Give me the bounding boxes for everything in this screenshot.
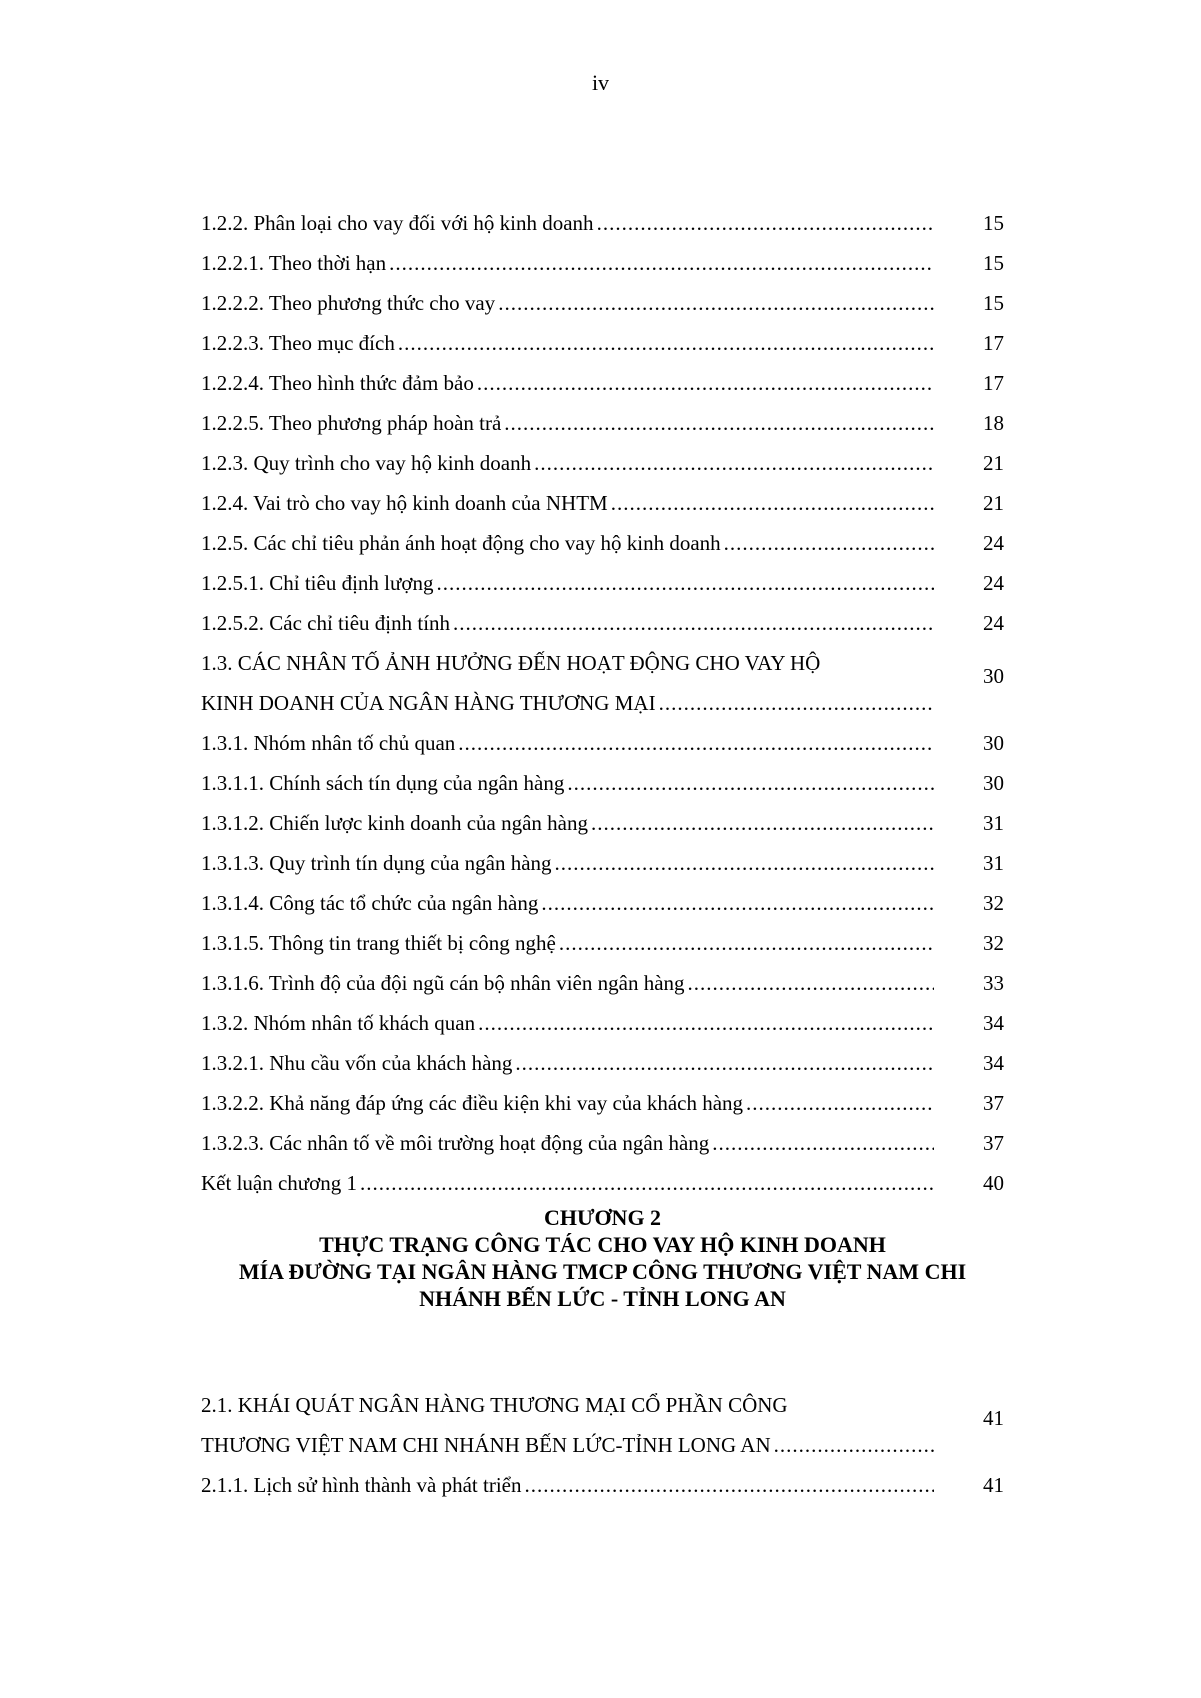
chapter-title-line: MÍA ĐƯỜNG TẠI NGÂN HÀNG TMCP CÔNG THƯƠNG VIỆT NAM CHI	[238, 1259, 967, 1284]
toc-page-number: 37	[983, 1131, 1004, 1155]
toc-entry[interactable]	[201, 596, 1004, 636]
toc-page-number: 41	[983, 1473, 1004, 1497]
toc-entry[interactable]	[201, 956, 1004, 996]
dot-leader	[360, 1170, 934, 1196]
toc-page-number: 40	[983, 1171, 1004, 1195]
chapter-number: CHƯƠNG 2	[543, 1205, 662, 1230]
toc-entry[interactable]	[201, 996, 1004, 1036]
toc-entry[interactable]	[201, 236, 1004, 276]
toc-entry[interactable]	[201, 1076, 1004, 1116]
toc-page-number: 24	[983, 571, 1004, 595]
toc-entry-title: 1.2.2.4. Theo hình thức đảm bảo	[201, 371, 474, 395]
dot-leader	[567, 770, 934, 796]
toc-entry[interactable]	[201, 756, 1004, 796]
toc-page-number: 33	[983, 971, 1004, 995]
toc-entry[interactable]	[201, 476, 1004, 516]
toc-entry[interactable]	[201, 796, 1004, 836]
dot-leader	[659, 690, 934, 716]
dot-leader	[591, 810, 934, 836]
dot-leader	[724, 530, 934, 556]
toc-entry[interactable]	[201, 1036, 1004, 1076]
dot-leader	[498, 290, 934, 316]
dot-leader	[541, 890, 934, 916]
toc-entry[interactable]	[201, 516, 1004, 556]
toc-entry-title: 1.2.4. Vai trò cho vay hộ kinh doanh của NHTM	[201, 491, 608, 515]
dot-leader	[534, 450, 934, 476]
toc-entry[interactable]	[201, 356, 1004, 396]
toc-entry-title: 1.3.1. Nhóm nhân tố chủ quan	[201, 731, 456, 755]
toc-page-number: 21	[983, 451, 1004, 475]
toc-entry-title: 1.3.1.1. Chính sách tín dụng của ngân hàng	[201, 771, 565, 795]
toc-page-number: 18	[983, 411, 1004, 435]
toc-page-number: 34	[983, 1051, 1004, 1075]
toc-entry[interactable]	[201, 556, 1004, 596]
toc-entry-title-line: 2.1. KHÁI QUÁT NGÂN HÀNG THƯƠNG MẠI CỔ PHẦN CÔNG	[201, 1393, 788, 1417]
toc-group-1-3	[201, 716, 1004, 1196]
toc-entry[interactable]	[201, 196, 1004, 236]
toc-entry-title: 1.3.1.4. Công tác tổ chức của ngân hàng	[201, 891, 539, 915]
toc-group-2-1	[201, 1458, 1004, 1498]
toc-page-number: 32	[983, 931, 1004, 955]
dot-leader	[746, 1090, 934, 1116]
toc-entry-title: 1.2.3. Quy trình cho vay hộ kinh doanh	[201, 451, 532, 475]
toc-entry-title-line: THƯƠNG VIỆT NAM CHI NHÁNH BẾN LỨC-TỈNH LONG AN	[201, 1433, 771, 1457]
page-number: iv	[591, 70, 610, 95]
chapter-title-line: NHÁNH BẾN LỨC - TỈNH LONG AN	[419, 1286, 786, 1311]
toc-page-number: 15	[983, 251, 1004, 275]
toc-entry-title: 1.3.1.5. Thông tin trang thiết bị công nghệ	[201, 931, 556, 955]
toc-group-1-2	[201, 196, 1004, 636]
toc-entry-title: 1.3.2.1. Nhu cầu vốn của khách hàng	[201, 1051, 513, 1075]
toc-entry-title: 1.2.5. Các chỉ tiêu phản ánh hoạt động cho vay hộ kinh doanh	[201, 531, 721, 555]
toc-entry[interactable]	[201, 876, 1004, 916]
dot-leader	[504, 410, 934, 436]
chapter-heading	[171, 1204, 1034, 1312]
toc-entry-title: 1.2.2. Phân loại cho vay đối với hộ kinh doanh	[201, 211, 594, 235]
toc-page-number: 32	[983, 891, 1004, 915]
toc-entry-title: 1.3.1.6. Trình độ của đội ngũ cán bộ nhân viên ngân hàng	[201, 971, 685, 995]
toc-page-number: 15	[983, 291, 1004, 315]
table-of-contents	[201, 196, 1004, 1498]
dot-leader	[559, 930, 934, 956]
toc-page-number: 30	[983, 664, 1004, 688]
dot-leader	[389, 250, 934, 276]
toc-entry-title: 1.3.2. Nhóm nhân tố khách quan	[201, 1011, 476, 1035]
toc-page-number: 37	[983, 1091, 1004, 1115]
toc-page-number: 17	[983, 331, 1004, 355]
toc-entry-title-line: 1.3. CÁC NHÂN TỐ ẢNH HƯỞNG ĐẾN HOẠT ĐỘNG CHO VAY HỘ	[201, 651, 821, 675]
toc-page-number: 15	[983, 211, 1004, 235]
toc-page-number: 31	[983, 811, 1004, 835]
toc-entry[interactable]	[201, 1458, 1004, 1498]
toc-page-number: 24	[983, 611, 1004, 635]
dot-leader	[453, 610, 934, 636]
toc-entry-title-line: KINH DOANH CỦA NGÂN HÀNG THƯƠNG MẠI	[201, 691, 656, 715]
toc-entry[interactable]	[201, 916, 1004, 956]
toc-entry-title: Kết luận chương 1	[201, 1171, 358, 1195]
toc-entry-title: 1.3.1.3. Quy trình tín dụng của ngân hàng	[201, 851, 552, 875]
toc-entry-title: 1.3.2.2. Khả năng đáp ứng các điều kiện khi vay của khách hàng	[201, 1091, 744, 1115]
toc-entry-title: 2.1.1. Lịch sử hình thành và phát triển	[201, 1473, 522, 1497]
dot-leader	[398, 330, 934, 356]
toc-entry-1-3[interactable]	[201, 636, 1004, 716]
toc-page-number: 34	[983, 1011, 1004, 1035]
toc-entry[interactable]	[201, 436, 1004, 476]
toc-entry[interactable]	[201, 1116, 1004, 1156]
dot-leader	[477, 370, 934, 396]
toc-page-number: 30	[983, 731, 1004, 755]
toc-entry[interactable]	[201, 716, 1004, 756]
dot-leader	[437, 570, 935, 596]
toc-entry[interactable]	[201, 836, 1004, 876]
toc-entry-title: 1.2.5.2. Các chỉ tiêu định tính	[201, 611, 451, 635]
toc-entry[interactable]	[201, 276, 1004, 316]
dot-leader	[515, 1050, 934, 1076]
toc-page-number: 30	[983, 771, 1004, 795]
toc-entry-title: 1.2.5.1. Chỉ tiêu định lượng	[201, 571, 434, 595]
toc-entry-title: 1.2.2.3. Theo mục đích	[201, 331, 395, 355]
toc-entry[interactable]	[201, 1156, 1004, 1196]
dot-leader	[611, 490, 934, 516]
toc-entry-title: 1.3.2.3. Các nhân tố về môi trường hoạt động của ngân hàng	[201, 1131, 710, 1155]
toc-entry-title: 1.2.2.5. Theo phương pháp hoàn trả	[201, 411, 502, 435]
dot-leader	[555, 850, 934, 876]
dot-leader	[478, 1010, 934, 1036]
dot-leader	[774, 1432, 934, 1458]
toc-entry-2-1[interactable]	[201, 1378, 1004, 1458]
toc-entry[interactable]	[201, 396, 1004, 436]
dot-leader	[688, 970, 934, 996]
toc-entry-title: 1.2.2.1. Theo thời hạn	[201, 251, 387, 275]
dot-leader	[597, 210, 934, 236]
toc-entry-title: 1.3.1.2. Chiến lược kinh doanh của ngân hàng	[201, 811, 588, 835]
dot-leader	[525, 1472, 935, 1498]
toc-entry-title: 1.2.2.2. Theo phương thức cho vay	[201, 291, 496, 315]
dot-leader	[458, 730, 934, 756]
toc-page-number: 21	[983, 491, 1004, 515]
toc-page-number: 24	[983, 531, 1004, 555]
dot-leader	[712, 1130, 934, 1156]
chapter-title-line: THỰC TRẠNG CÔNG TÁC CHO VAY HỘ KINH DOANH	[319, 1232, 886, 1257]
toc-page-number: 31	[983, 851, 1004, 875]
toc-page-number: 17	[983, 371, 1004, 395]
toc-page-number: 41	[983, 1406, 1004, 1430]
toc-entry[interactable]	[201, 316, 1004, 356]
